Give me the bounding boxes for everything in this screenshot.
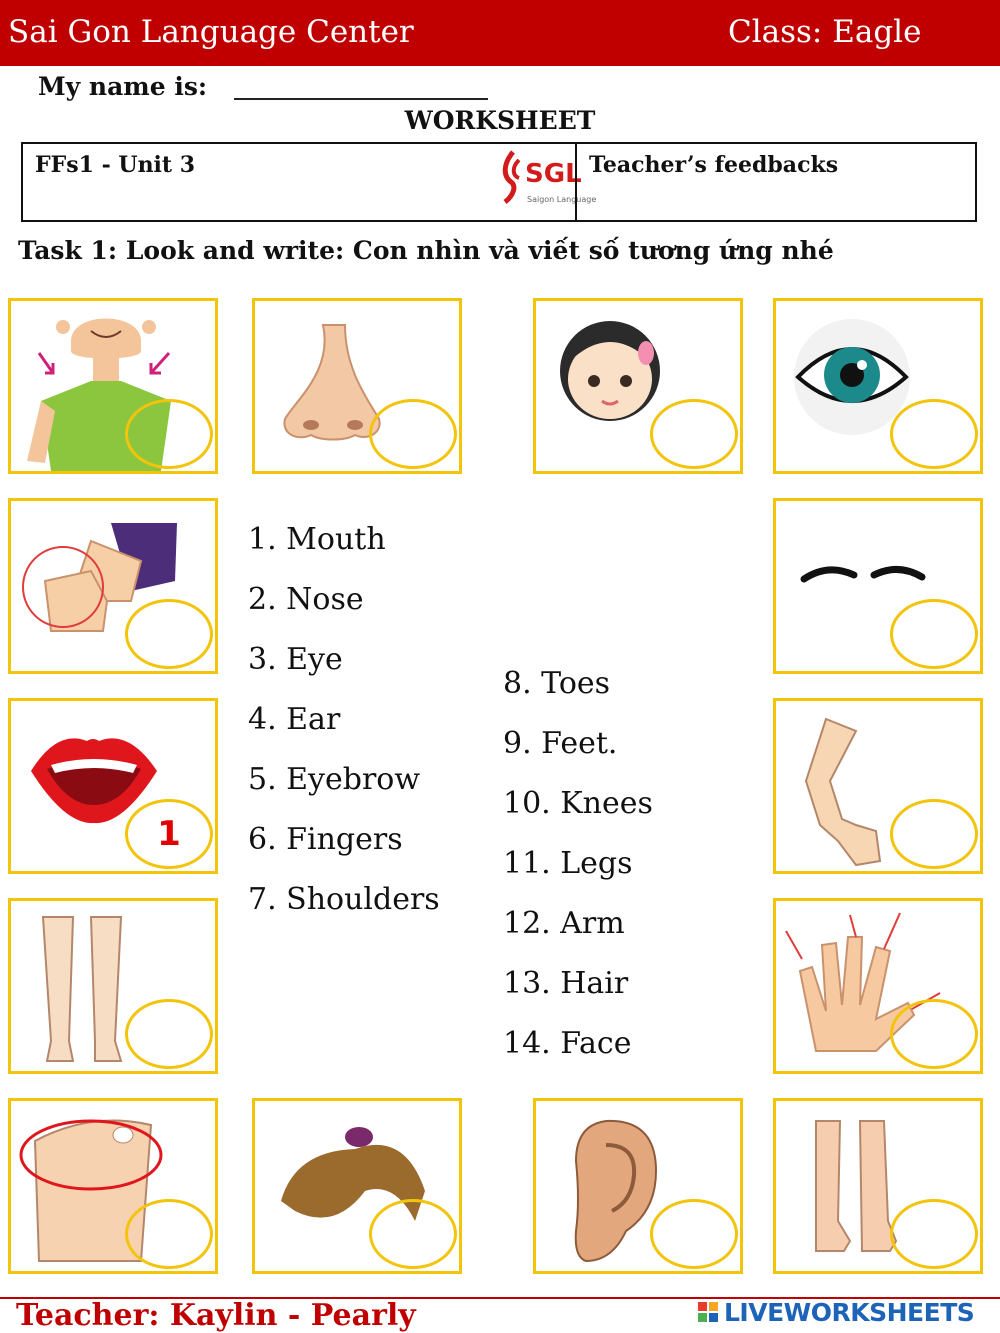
picture-box-eye	[773, 298, 983, 474]
word-list-1	[248, 510, 440, 930]
answer-oval-eyebrow[interactable]	[890, 599, 978, 669]
answer-oval-knees[interactable]	[125, 599, 213, 669]
picture-box-toes	[8, 1098, 218, 1274]
picture-box-eyebrow	[773, 498, 983, 674]
picture-box-hair	[252, 1098, 462, 1274]
liveworksheets-brand[interactable]: LIVEWORKSHEETS	[724, 1298, 975, 1327]
unit-label: FFs1 - Unit 3	[35, 152, 196, 178]
picture-box-fingers	[773, 898, 983, 1074]
answer-oval-ear[interactable]	[650, 1199, 738, 1269]
picture-box-legs	[8, 898, 218, 1074]
worksheet-title: WORKSHEET	[404, 106, 596, 135]
answer-oval-nose[interactable]	[369, 399, 457, 469]
list-item: 14. Face	[503, 1026, 632, 1061]
picture-box-knees	[8, 498, 218, 674]
class-label: Class: Eagle	[728, 14, 922, 50]
picture-box-ear	[533, 1098, 743, 1274]
answer-oval-fingers[interactable]	[890, 999, 978, 1069]
teacher-label: Teacher: Kaylin - Pearly	[16, 1298, 416, 1333]
center-name: Sai Gon Language Center	[8, 14, 414, 50]
picture-box-mouth	[8, 698, 218, 874]
list-item: 11. Legs	[503, 846, 633, 881]
answer-oval-toes[interactable]	[125, 1199, 213, 1269]
answer-oval-shoulders[interactable]	[125, 399, 213, 469]
list-item: 2. Nose	[248, 582, 364, 617]
list-item: 12. Arm	[503, 906, 625, 941]
info-table	[21, 142, 977, 222]
list-item: 6. Fingers	[248, 822, 403, 857]
answer-oval-legs[interactable]	[125, 999, 213, 1069]
logo-sub: Saigon Language	[527, 195, 597, 204]
list-item: 10. Knees	[503, 786, 653, 821]
picture-box-nose	[252, 298, 462, 474]
picture-box-face	[533, 298, 743, 474]
list-item: 7. Shoulders	[248, 882, 440, 917]
task-title: Task 1: Look and write: Con nhìn và viết số tương ứng nhé	[18, 236, 834, 265]
sgl-logo-icon	[499, 146, 597, 208]
answer-oval-feet[interactable]	[890, 1199, 978, 1269]
list-item: 13. Hair	[503, 966, 629, 1001]
feedback-label: Teacher’s feedbacks	[589, 152, 839, 178]
answer-oval-arm[interactable]	[890, 799, 978, 869]
table-divider	[575, 144, 577, 220]
picture-box-feet	[773, 1098, 983, 1274]
answer-oval-face[interactable]	[650, 399, 738, 469]
word-list-2	[503, 654, 653, 1074]
list-item: 8. Toes	[503, 666, 611, 701]
logo-text: SGL	[525, 159, 582, 189]
list-item: 3. Eye	[248, 642, 343, 677]
list-item: 9. Feet.	[503, 726, 618, 761]
name-input-line[interactable]	[234, 98, 488, 100]
name-label: My name is:	[38, 72, 208, 101]
picture-box-shoulders	[8, 298, 218, 474]
answer-oval-mouth[interactable]: 1	[125, 799, 213, 869]
list-item: 1. Mouth	[248, 522, 386, 557]
answer-oval-hair[interactable]	[369, 1199, 457, 1269]
list-item: 4. Ear	[248, 702, 341, 737]
picture-box-arm	[773, 698, 983, 874]
list-item: 5. Eyebrow	[248, 762, 421, 797]
header-bar	[0, 0, 1000, 66]
answer-oval-eye[interactable]	[890, 399, 978, 469]
